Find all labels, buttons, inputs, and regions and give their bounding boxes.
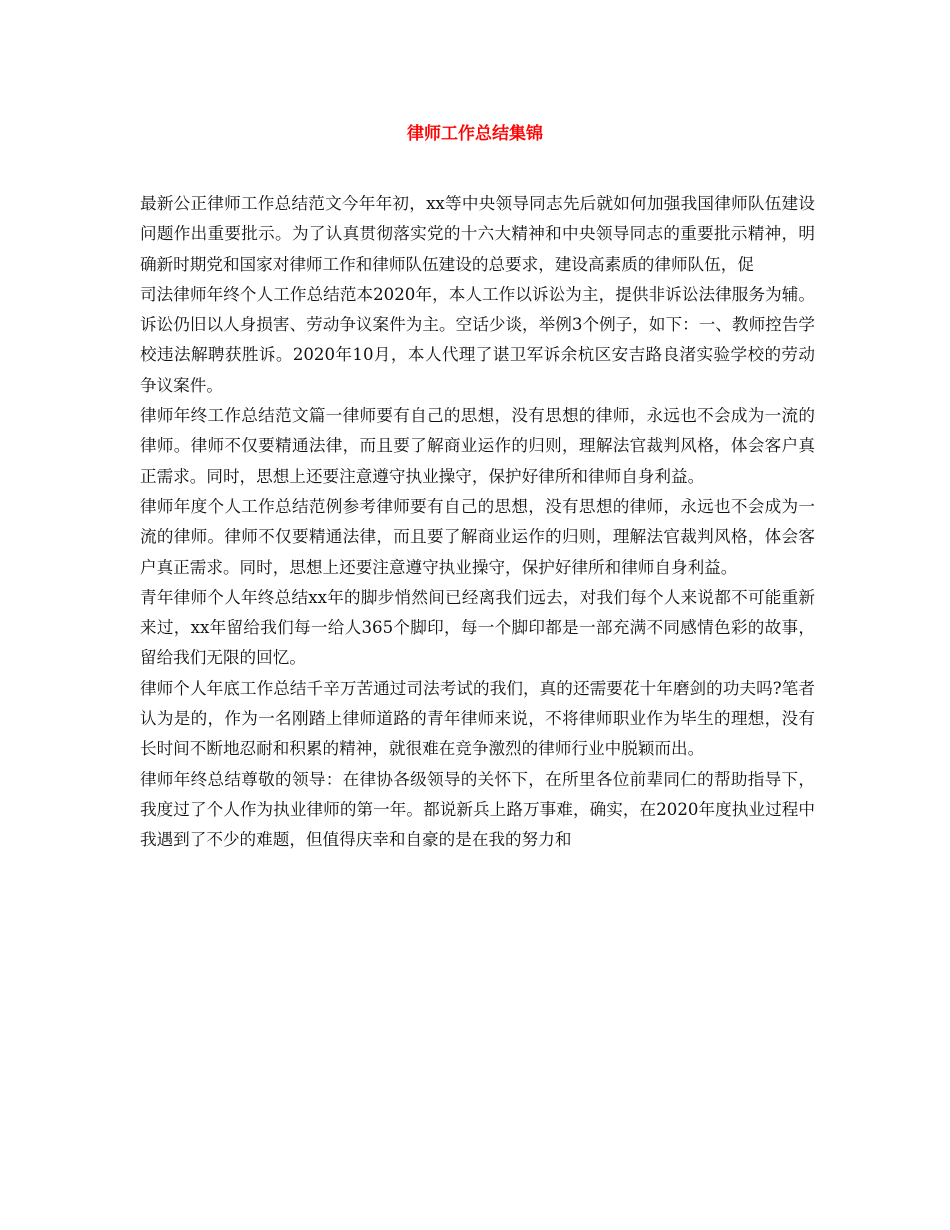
document-body: [140, 189, 815, 856]
paragraph-1: 最新公正律师工作总结范文今年年初，xx等中央领导同志先后就如何加强我国律师队伍建设问题作出重要批示。为了认真贯彻落实党的十六大精神和中央领导同志的重要批示精神，明确新时期党和国家对律师工作和律师队伍建设的总要求，建设高素质的律师队伍，促: [140, 194, 815, 274]
paragraph-3: 律师年终工作总结范文篇一律师要有自己的思想，没有思想的律师，永远也不会成为一流的律师。律师不仅要精通法律，而且要了解商业运作的归则，理解法官裁判风格，体会客户真正需求。同时，思想上还要注意遵守执业操守，保护好律所和律师自身利益。: [140, 406, 815, 486]
paragraph-2: 司法律师年终个人工作总结范本2020年，本人工作以诉讼为主，提供非诉讼法律服务为辅。诉讼仍旧以人身损害、劳动争议案件为主。空话少谈，举例3个例子，如下：一、教师控告学校违法解聘获胜诉。2020年10月，本人代理了谌卫军诉余杭区安吉路良渚实验学校的劳动争议案件。: [140, 284, 815, 395]
paragraph-5: 青年律师个人年终总结xx年的脚步悄然间已经离我们远去，对我们每个人来说都不可能重新来过，xx年留给我们每一给人365个脚印，每一个脚印都是一部充满不同感情色彩的故事，留给我们无限的回忆。: [140, 587, 815, 668]
paragraph-4: 律师年度个人工作总结范例参考律师要有自己的思想，没有思想的律师，永远也不会成为一流的律师。律师不仅要精通法律，而且要了解商业运作的归则，理解法官裁判风格，体会客户真正需求。同时，思想上还要注意遵守执业操守，保护好律所和律师自身利益。: [140, 496, 815, 577]
paragraph-6: 律师个人年底工作总结千辛万苦通过司法考试的我们，真的还需要花十年磨剑的功夫吗?笔者认为是的，作为一名刚踏上律师道路的青年律师来说，不将律师职业作为毕生的理想，没有长时间不断地忍耐和积累的精神，就很难在竞争激烈的律师行业中脱颖而出。: [140, 678, 815, 759]
document-title: 律师工作总结集锦: [407, 124, 543, 144]
paragraph-7: 律师年终总结尊敬的领导：在律协各级领导的关怀下，在所里各位前辈同仁的帮助指导下，我度过了个人作为执业律师的第一年。都说新兵上路万事难，确实，在2020年度执业过程中我遇到了不少的难题，但值得庆幸和自豪的是在我的努力和: [140, 769, 815, 850]
